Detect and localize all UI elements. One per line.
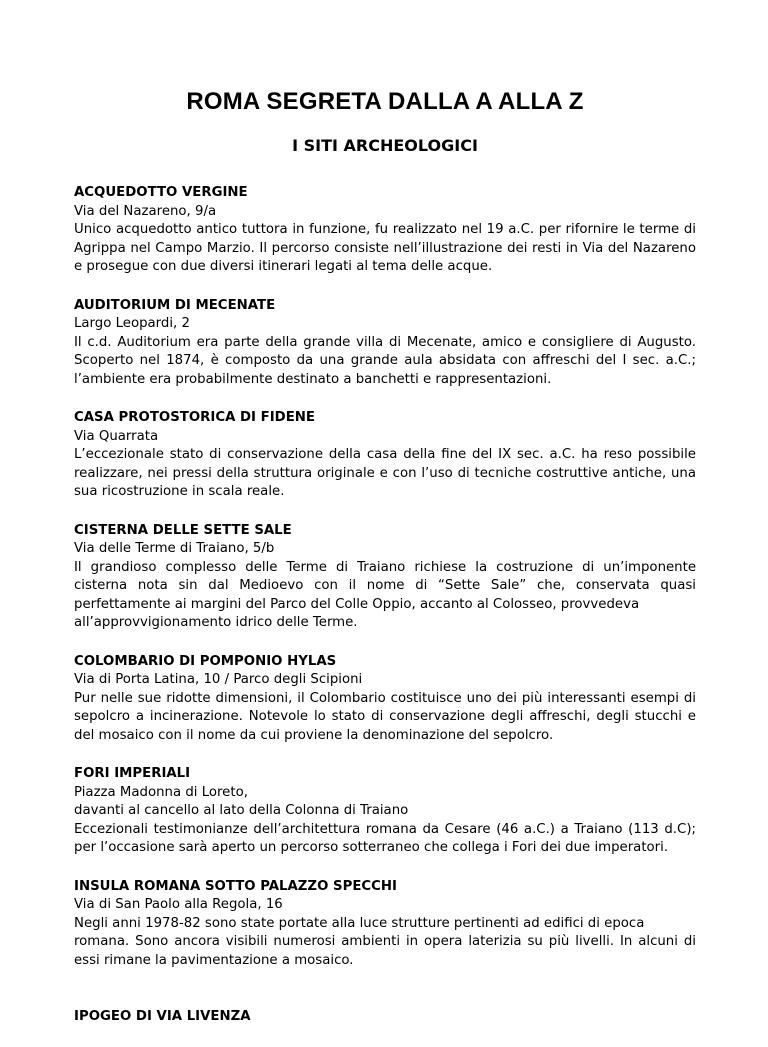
site-name: CISTERNA DELLE SETTE SALE — [74, 522, 292, 538]
site-list — [74, 184, 696, 1047]
site-name: COLOMBARIO DI POMPONIO HYLAS — [74, 653, 337, 669]
site-entry-acquedotto-vergine — [74, 184, 696, 277]
site-description: Eccezionali testimonianze dell’architettura romana da Cesare (46 a.C.) a Traiano (113 d.C); per l’occasione sarà aperto un percorso sotterraneo che collega i Fori dei due imperatori. — [74, 821, 696, 855]
site-address: Piazza Madonna di Loreto, — [74, 784, 248, 800]
site-description: L’eccezionale stato di conservazione della casa della fine del IX sec. a.C. ha reso possibile realizzare, nei pressi della struttura originale e con l’uso di tecniche costruttive antiche, una sua ricostruzione in scala reale. — [74, 447, 696, 499]
site-address: Largo Leopardi, 2 — [74, 316, 190, 331]
site-description: Negli anni 1978-82 sono state portate alla luce strutture pertinenti ad edifici di epoca — [74, 915, 645, 931]
site-name: FORI IMPERIALI — [74, 766, 191, 781]
site-address: Via del Nazareno, 9/a — [74, 203, 217, 219]
site-address: Via Quarrata — [74, 428, 159, 444]
site-name: INSULA ROMANA SOTTO PALAZZO SPECCHI — [74, 878, 398, 894]
document-title: ROMA SEGRETA DALLA A ALLA Z — [186, 88, 584, 115]
site-entry-ipogeo-di-via-livenza — [74, 1008, 696, 1027]
site-address: Via di San Paolo alla Regola, 16 — [74, 897, 283, 912]
site-entry-colombario-di-pomponio-hylas — [74, 653, 696, 746]
site-name: CASA PROTOSTORICA DI FIDENE — [74, 410, 315, 425]
site-name: AUDITORIUM DI MECENATE — [74, 297, 276, 313]
site-name: ACQUEDOTTO VERGINE — [74, 185, 248, 200]
site-entry-casa-protostorica-di-fidene — [74, 409, 696, 502]
site-entry-fori-imperiali — [74, 765, 696, 858]
site-entry-auditorium-di-mecenate — [74, 297, 696, 390]
site-description: Pur nelle sue ridotte dimensioni, il Colombario costituisce uno dei più interessanti esempi di sepolcro a incinerazione. Notevole lo stato di conservazione degli affreschi, degli stucchi e del mosaico con il nome da cui proviene la denominazione del sepolcro. — [74, 690, 696, 743]
site-entry-insula-romana-sotto-palazzo-specchi — [74, 878, 696, 971]
document-subtitle: I SITI ARCHEOLOGICI — [292, 136, 478, 155]
site-description: Unico acquedotto antico tuttora in funzione, fu realizzato nel 19 a.C. per rifornire le terme di Agrippa nel Campo Marzio. Il percorso consiste nell’illustrazione dei resti in Via del Nazareno e prosegue con due diversi itinerari legati al tema delle acque. — [74, 222, 696, 274]
site-address: Via di Porta Latina, 10 / Parco degli Scipioni — [74, 672, 363, 687]
site-name: IPOGEO DI VIA LIVENZA — [74, 1009, 251, 1024]
site-description: Il grandioso complesso delle Terme di Traiano richiese la costruzione di un’imponente cisterna nota sin dal Medioevo con il nome di “Sette Sale” che, conservata quasi perfettamente ai margini del Parco del Colle Oppio, accanto al Colosseo, provvedeva — [74, 559, 696, 612]
site-description: Il c.d. Auditorium era parte della grande villa di Mecenate, amico e consigliere di Augusto. Scoperto nel 1874, è composto da una grande aula absidata con affreschi del I sec. a.C.; l’ambiente era probabilmente destinato a banchetti e rappresentazioni. — [74, 334, 696, 387]
site-description-continuation: romana. Sono ancora visibili numerosi ambienti in opera laterizia su più livelli. In alcuni di essi rimane la pavimentazione a mosaico. — [74, 934, 696, 968]
site-description-continuation: all’approvvigionamento idrico delle Terme. — [74, 615, 358, 630]
site-address-detail: davanti al cancello al lato della Colonna di Traiano — [74, 803, 409, 818]
site-address: Via delle Terme di Traiano, 5/b — [74, 541, 275, 556]
site-entry-cisterna-delle-sette-sale — [74, 522, 696, 633]
